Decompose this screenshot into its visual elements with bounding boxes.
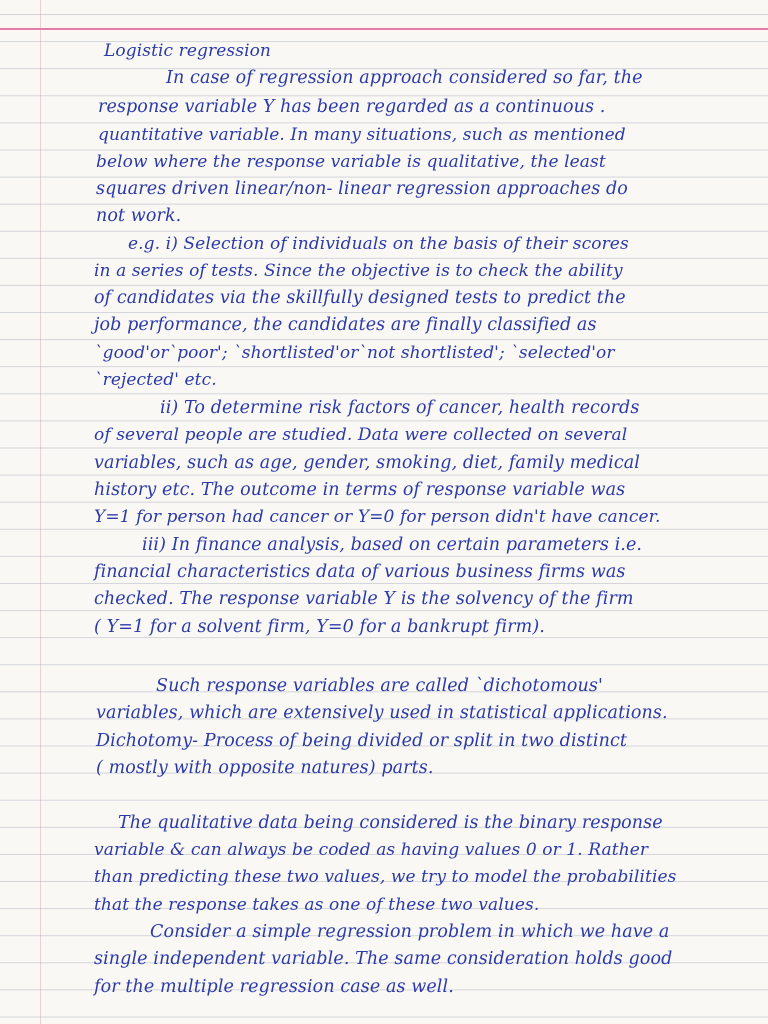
note-line: response variable Y has been regarded as a continuous .: [98, 97, 606, 117]
note-line: than predicting these two values, we try to model the probabilities: [94, 867, 677, 887]
note-line: below where the response variable is qualitative, the least: [96, 152, 606, 172]
note-line: squares driven linear/non- linear regression approaches do: [96, 179, 628, 199]
note-line: Consider a simple regression problem in which we have a: [150, 922, 670, 942]
note-line: financial characteristics data of various business firms was: [94, 562, 626, 582]
note-line: of candidates via the skillfully designed tests to predict the: [94, 288, 626, 308]
notes-title: Logistic regression: [104, 41, 271, 61]
note-line: for the multiple regression case as well.: [94, 977, 454, 997]
note-line: variables, which are extensively used in statistical applications.: [96, 703, 668, 723]
note-line: The qualitative data being considered is the binary response: [118, 813, 663, 833]
note-line: checked. The response variable Y is the solvency of the firm: [94, 589, 634, 609]
note-line: Such response variables are called `dichotomous': [156, 676, 603, 696]
note-line: `rejected' etc.: [94, 370, 217, 390]
note-line: e.g. i) Selection of individuals on the basis of their scores: [128, 234, 629, 254]
note-line: ( Y=1 for a solvent firm, Y=0 for a bankrupt firm).: [94, 617, 545, 637]
note-line: not work.: [96, 206, 182, 226]
note-line: variables, such as age, gender, smoking, diet, family medical: [94, 453, 640, 473]
note-line: of several people are studied. Data were collected on several: [94, 425, 628, 445]
note-line: job performance, the candidates are finally classified as: [94, 315, 597, 335]
note-line: quantitative variable. In many situations, such as mentioned: [98, 125, 626, 145]
note-line: In case of regression approach considered so far, the: [166, 68, 643, 88]
note-line: variable & can always be coded as having values 0 or 1. Rather: [94, 840, 649, 860]
note-line: iii) In finance analysis, based on certain parameters i.e.: [142, 535, 643, 555]
note-line: Dichotomy- Process of being divided or split in two distinct: [96, 731, 627, 751]
note-line: that the response takes as one of these two values.: [94, 895, 540, 915]
note-line: ii) To determine risk factors of cancer, health records: [160, 398, 640, 418]
note-line: in a series of tests. Since the objective is to check the ability: [94, 261, 623, 281]
note-line: `good'or`poor'; `shortlisted'or`not shortlisted'; `selected'or: [94, 343, 615, 363]
note-line: Y=1 for person had cancer or Y=0 for person didn't have cancer.: [94, 507, 661, 527]
note-line: ( mostly with opposite natures) parts.: [96, 758, 434, 778]
note-line: single independent variable. The same consideration holds good: [94, 949, 673, 969]
note-line: history etc. The outcome in terms of response variable was: [94, 480, 626, 500]
